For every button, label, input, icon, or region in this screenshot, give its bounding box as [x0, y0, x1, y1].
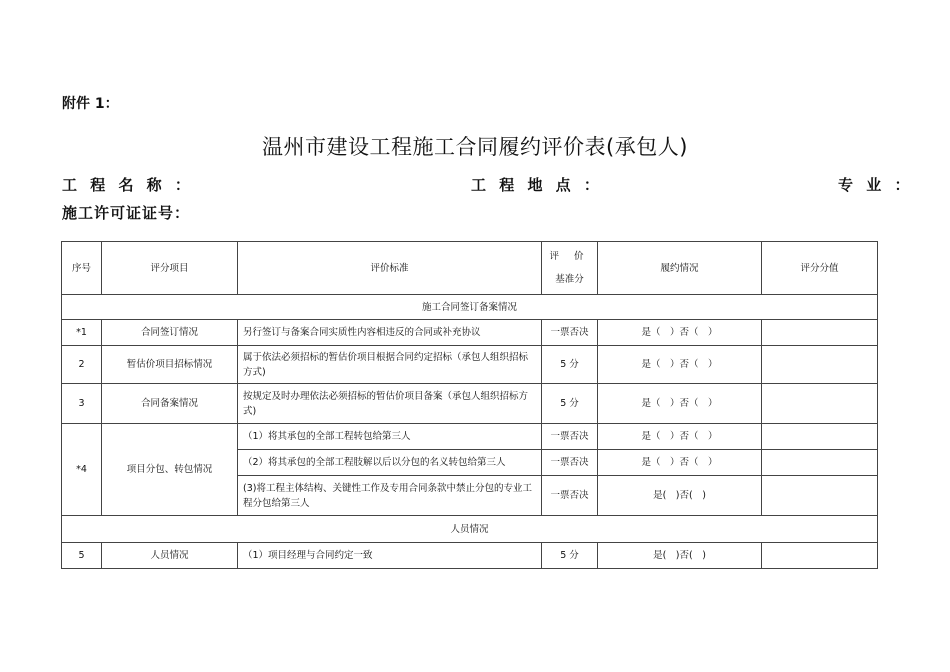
- row-score: 5 分: [542, 346, 598, 384]
- row-value: [762, 424, 878, 450]
- specialty-label: 专 业 ：: [838, 176, 914, 194]
- permit-number-label: 施工许可证证号：: [62, 204, 191, 222]
- row-standard: 另行签订与备案合同实质性内容相违反的合同或补充协议: [238, 320, 542, 346]
- row-score: 5 分: [542, 384, 598, 424]
- row-standard: (3)将工程主体结构、关键性工作及专用合同条款中禁止分包的专业工程分包给第三人: [238, 476, 542, 516]
- row-performance: 是（ ）否（ ）: [598, 384, 762, 424]
- table-row: [62, 346, 878, 384]
- project-name-label: 工 程 名 称 ：: [62, 176, 194, 194]
- row-performance: 是( )否( ): [598, 476, 762, 516]
- row-standard: 属于依法必须招标的暂估价项目根据合同约定招标（承包人组织招标方式): [238, 346, 542, 384]
- table-row: [62, 543, 878, 569]
- col-header-item: 评分项目: [102, 242, 238, 295]
- row-standard: （1）将其承包的全部工程转包给第三人: [238, 424, 542, 450]
- row-score: 一票否决: [542, 320, 598, 346]
- row-item: 合同签订情况: [102, 320, 238, 346]
- row-score: 一票否决: [542, 476, 598, 516]
- row-value: [762, 346, 878, 384]
- table-header-row: [62, 242, 878, 295]
- page-title: 温州市建设工程施工合同履约评价表(承包人): [262, 135, 688, 159]
- row-performance: 是（ ）否（ ）: [598, 320, 762, 346]
- table-row: [62, 384, 878, 424]
- row-performance: 是（ ）否（ ）: [598, 346, 762, 384]
- row-value: [762, 320, 878, 346]
- row-value: [762, 476, 878, 516]
- row-value: [762, 384, 878, 424]
- col-header-score-bottom: 基准分: [555, 274, 584, 285]
- row-score: 5 分: [542, 543, 598, 569]
- col-header-score: [542, 242, 598, 295]
- col-header-performance: 履约情况: [598, 242, 762, 295]
- row-seq: 3: [62, 384, 102, 424]
- attachment-label: 附件 1：: [62, 96, 119, 112]
- row-value: [762, 450, 878, 476]
- project-location-label: 工 程 地 点 ：: [471, 176, 603, 194]
- evaluation-table: [61, 241, 878, 569]
- col-header-seq: 序号: [62, 242, 102, 295]
- col-header-score-top: 评 价: [549, 251, 590, 262]
- col-header-standard: 评价标准: [238, 242, 542, 295]
- row-seq: *4: [62, 424, 102, 516]
- section-row-personnel: [62, 516, 878, 543]
- row-standard: （1）项目经理与合同约定一致: [238, 543, 542, 569]
- row-seq: *1: [62, 320, 102, 346]
- row-item: 人员情况: [102, 543, 238, 569]
- row-standard: 按规定及时办理依法必须招标的暂估价项目备案（承包人组织招标方式): [238, 384, 542, 424]
- row-score: 一票否决: [542, 450, 598, 476]
- section-row-contract: [62, 295, 878, 320]
- row-seq: 2: [62, 346, 102, 384]
- row-item: 合同备案情况: [102, 384, 238, 424]
- row-standard: （2）将其承包的全部工程肢解以后以分包的名义转包给第三人: [238, 450, 542, 476]
- section-title: 人员情况: [62, 516, 878, 543]
- table-row: [62, 424, 878, 450]
- row-seq: 5: [62, 543, 102, 569]
- row-item: 项目分包、转包情况: [102, 424, 238, 516]
- row-performance: 是（ ）否（ ）: [598, 450, 762, 476]
- row-value: [762, 543, 878, 569]
- row-item: 暂估价项目招标情况: [102, 346, 238, 384]
- table-row: [62, 320, 878, 346]
- row-performance: 是( )否( ): [598, 543, 762, 569]
- section-title: 施工合同签订备案情况: [62, 295, 878, 320]
- row-performance: 是（ ）否（ ）: [598, 424, 762, 450]
- row-score: 一票否决: [542, 424, 598, 450]
- col-header-value: 评分分值: [762, 242, 878, 295]
